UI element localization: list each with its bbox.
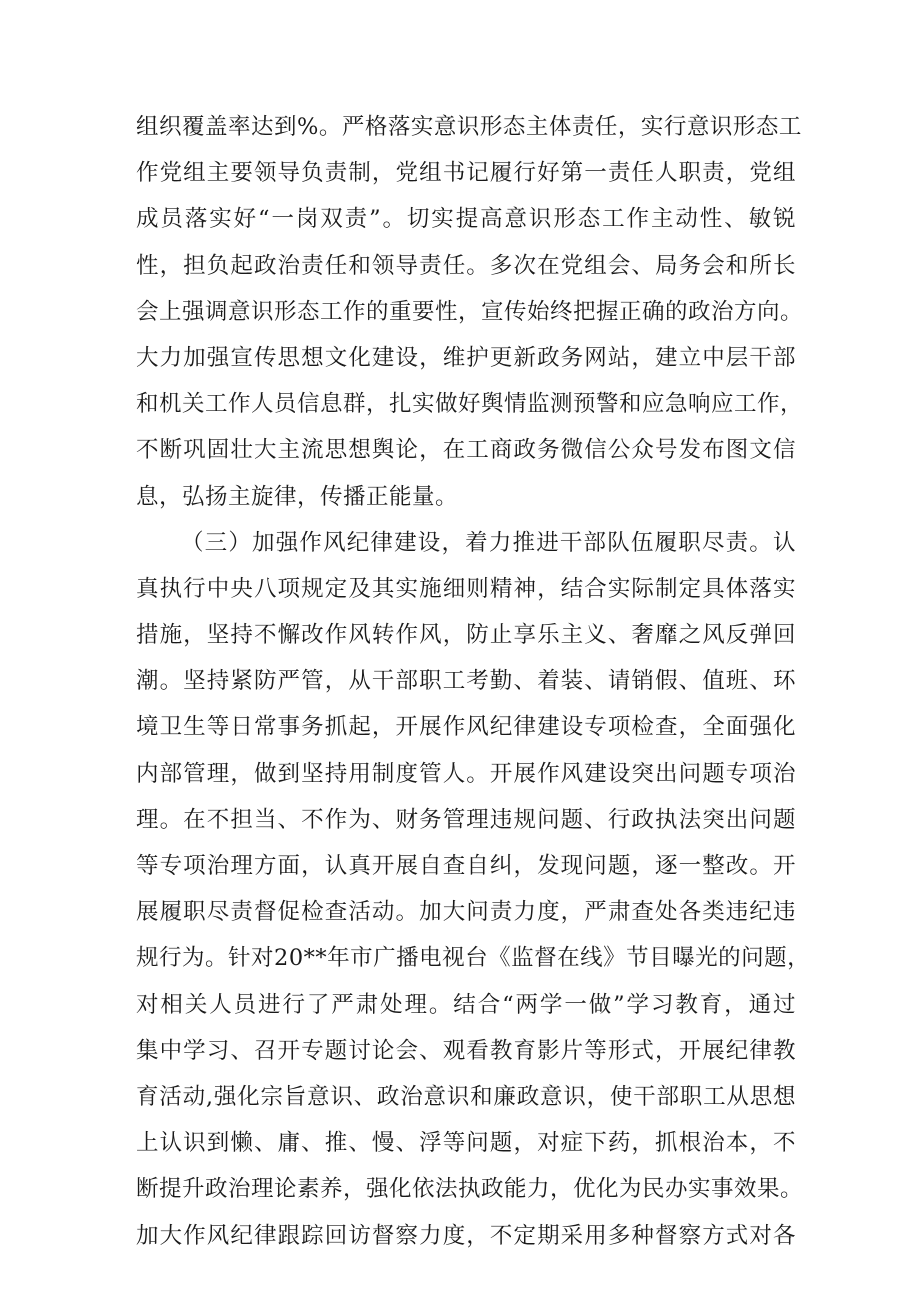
text-line: 境卫生等日常事务抓起，开展作风纪律建设专项检查，全面强化 [136,714,796,741]
text-line: 对相关人员进行了严肃处理。结合“两学一做”学习教育，通过 [136,991,796,1018]
text-line: 不断巩固壮大主流思想舆论，在工商政务微信公众号发布图文信 [136,437,796,464]
text-line: 断提升政治理论素养，强化依法执政能力，优化为民办实事效果。 [136,1176,804,1203]
text-line: 加大作风纪律跟踪回访督察力度，不定期采用多种督察方式对各 [136,1222,796,1249]
text-line: 集中学习、召开专题讨论会、观看教育影片等形式，开展纪律教 [136,1037,796,1064]
text-line: 潮。坚持紧防严管，从干部职工考勤、着装、请销假、值班、环 [136,668,796,695]
paragraph-section-three [136,520,811,1259]
text-line: 成员落实好“一岗双责”。切实提高意识形态工作主动性、敏锐 [136,206,796,233]
text-line: 作党组主要领导负责制，党组书记履行好第一责任人职责，党组 [136,160,796,187]
text-line: 性，担负起政治责任和领导责任。多次在党组会、局务会和所长 [136,252,796,279]
document-body [136,104,811,1259]
text-line: 上认识到懒、庸、推、慢、浮等问题，对症下药，抓根治本，不 [136,1130,796,1157]
text-line: 组织覆盖率达到%。严格落实意识形态主体责任，实行意识形态工 [136,114,802,140]
text-line: 育活动,强化宗旨意识、政治意识和廉政意识，使干部职工从思想 [136,1083,796,1110]
text-line: 措施，坚持不懈改作风转作风，防止享乐主义、奢靡之风反弹回 [136,622,796,649]
text-line: 规行为。针对20**年市广播电视台《监督在线》节目曝光的问题， [136,945,811,972]
text-line: 展履职尽责督促检查活动。加大问责力度，严肃查处各类违纪违 [136,899,796,926]
text-line: 和机关工作人员信息群，扎实做好舆情监测预警和应急响应工作， [136,391,804,418]
text-line: 理。在不担当、不作为、财务管理违规问题、行政执法突出问题 [136,806,796,833]
text-line: 真执行中央八项规定及其实施细则精神，结合实际制定具体落实 [136,575,796,602]
section-heading-line: （三）加强作风纪律建设，着力推进干部队伍履职尽责。认 [181,529,796,556]
text-line: 等专项治理方面，认真开展自查自纠，发现问题，逐一整改。开 [136,853,796,879]
text-line: 内部管理，做到坚持用制度管人。开展作风建设突出问题专项治 [136,760,796,787]
text-line: 息，弘扬主旋律，传播正能量。 [136,483,459,510]
paragraph [136,104,804,520]
text-line: 大力加强宣传思想文化建设，维护更新政务网站，建立中层干部 [136,344,796,371]
text-line: 会上强调意识形态工作的重要性，宣传始终把握正确的政治方向。 [136,298,804,325]
